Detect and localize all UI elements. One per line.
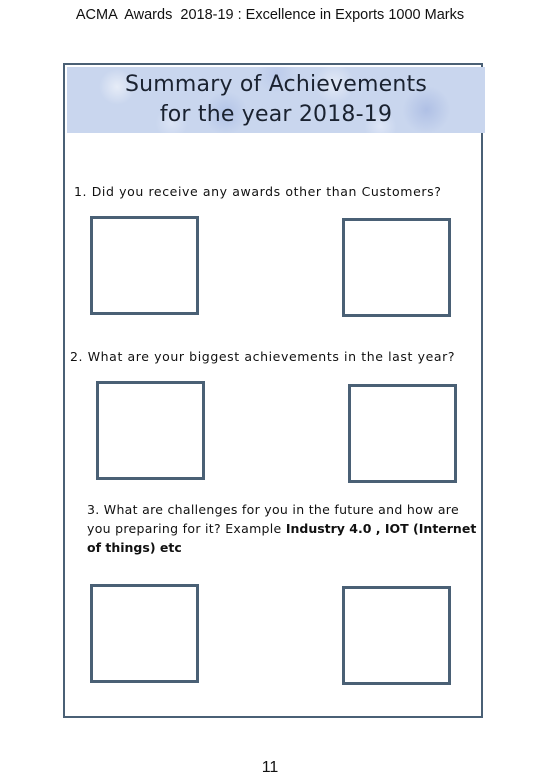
question-2: 2. What are your biggest achievements in the last year? <box>70 349 456 364</box>
card-title-line-2: for the year 2018-19 <box>159 102 393 127</box>
answer-box-q1-left[interactable] <box>90 216 199 315</box>
question-3-text: 3. What are challenges for you in the future and how are you preparing for it? Example <box>87 502 459 536</box>
page-number: 11 <box>261 759 279 776</box>
card-title-line-1: Summary of Achievements <box>124 72 427 97</box>
answer-box-q3-left[interactable] <box>90 584 199 683</box>
question-3-bold-text: Industry 4.0 , IOT (Internet of things) etc <box>87 521 477 555</box>
answer-box-q1-right[interactable] <box>342 218 451 317</box>
answer-box-q2-right[interactable] <box>348 384 457 483</box>
title-band <box>67 67 485 133</box>
answer-box-q3-right[interactable] <box>342 586 451 685</box>
answer-box-q2-left[interactable] <box>96 381 205 480</box>
page-header: ACMA Awards 2018-19 : Excellence in Exports 1000 Marks <box>75 7 465 23</box>
question-3 <box>87 500 477 557</box>
question-1: 1. Did you receive any awards other than Customers? <box>74 184 442 199</box>
